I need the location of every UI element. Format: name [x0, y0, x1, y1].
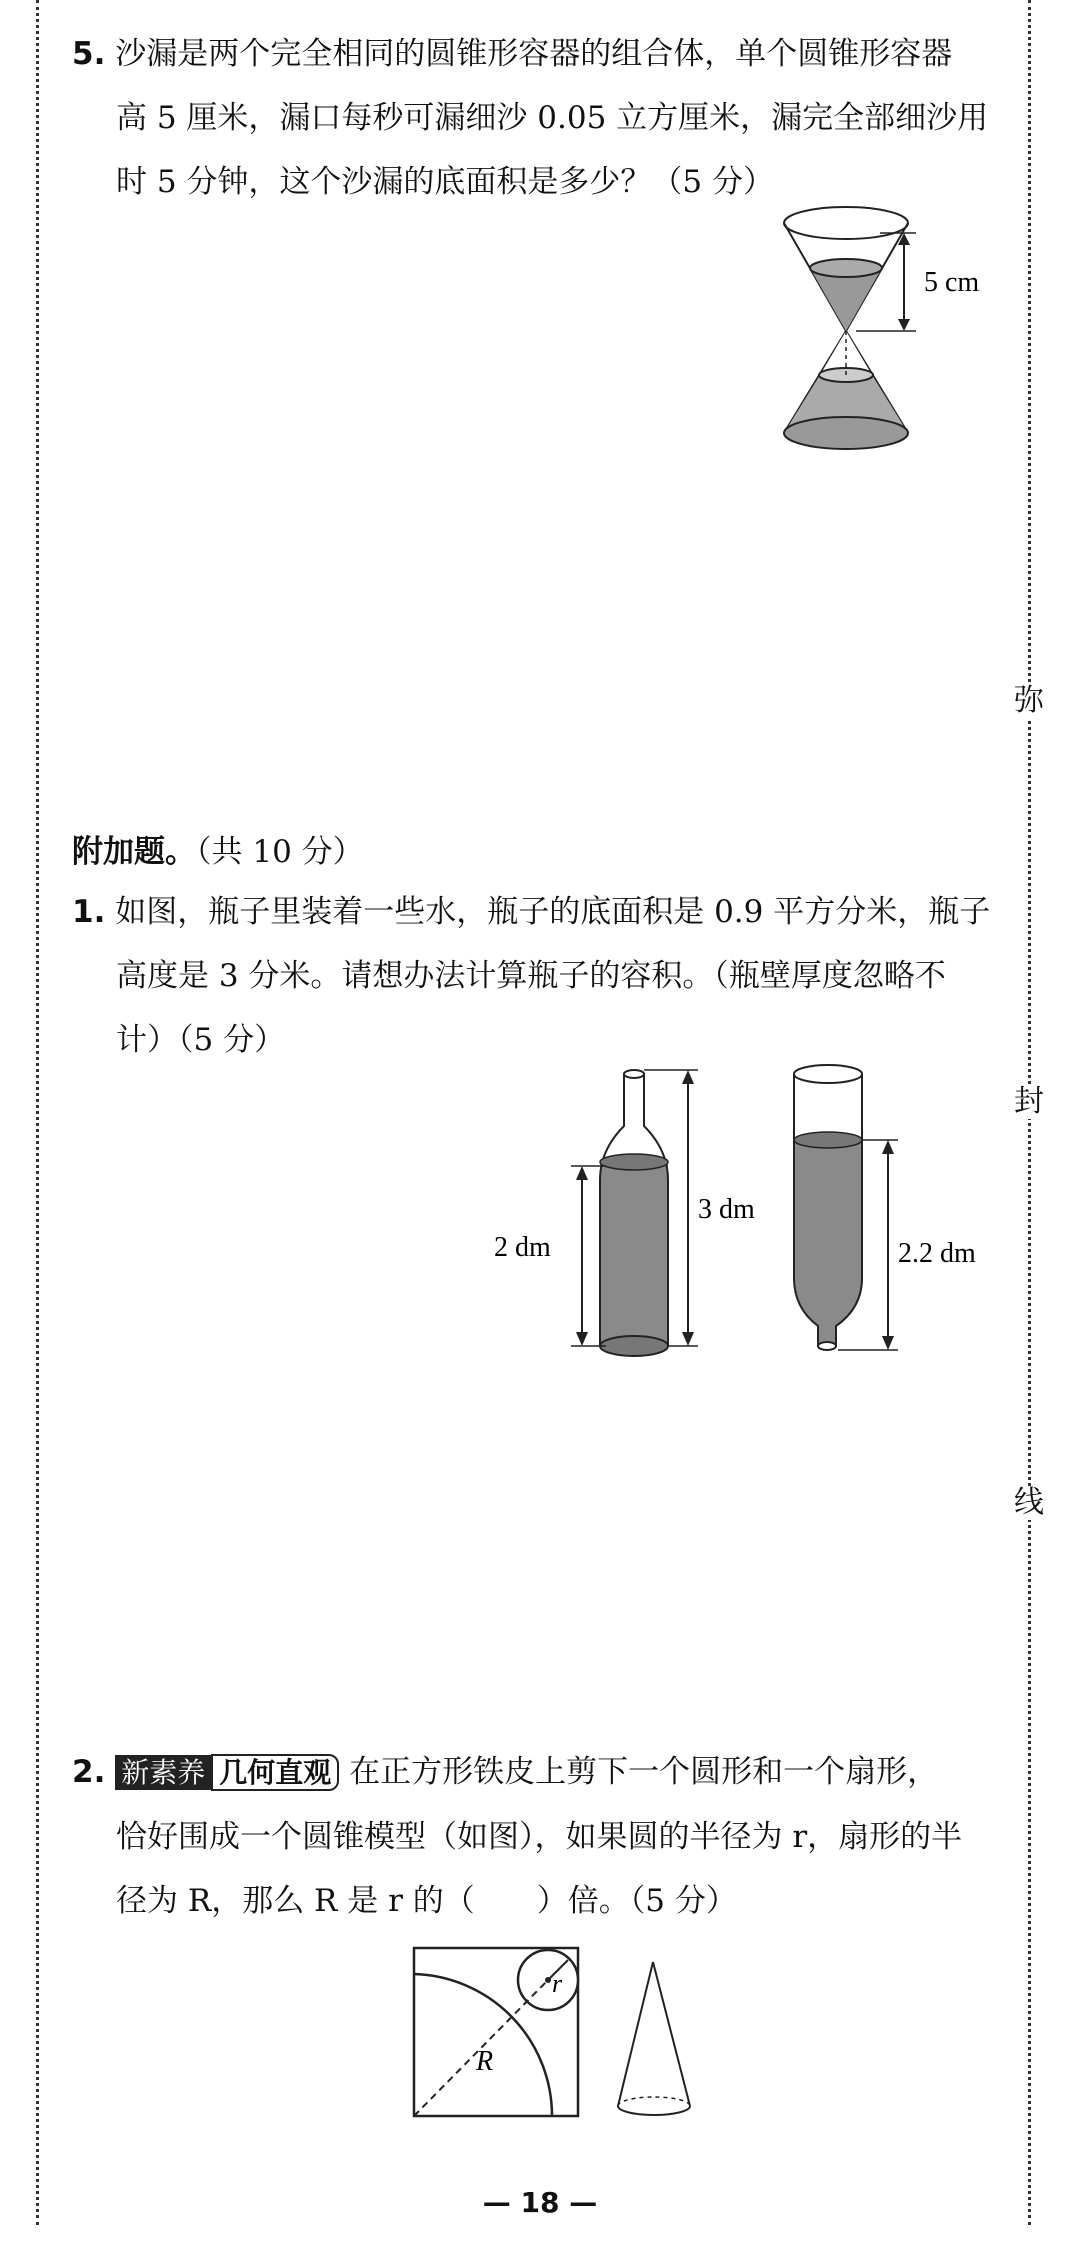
question-number: 1.	[72, 894, 106, 930]
question-2	[72, 1740, 1002, 1933]
cone-model	[618, 1962, 690, 2115]
question-text: 如图，瓶子里装着一些水，瓶子的底面积是 0.9 平方分米，瓶子	[115, 894, 991, 930]
question-1-line-3: 计）（5 分）	[116, 1022, 286, 1058]
hourglass-figure	[780, 205, 1000, 465]
square-cone-figure	[400, 1940, 720, 2130]
bonus-points: （共 10 分）	[196, 834, 364, 870]
upright-bottle	[494, 1070, 755, 1356]
question-5-line-2: 高 5 厘米，漏口每秒可漏细沙 0.05 立方厘米，漏完全部细沙用	[116, 100, 989, 136]
inverted-height-label: 2.2 dm	[898, 1238, 976, 1269]
bonus-section-title	[72, 822, 364, 882]
bottom-base	[784, 417, 908, 449]
large-radius-label: R	[476, 2046, 494, 2077]
height-label: 5 cm	[924, 267, 980, 298]
page-number: — 18 —	[482, 2186, 598, 2219]
question-1-line-1	[72, 880, 1002, 944]
seal-char-3: 线	[1014, 1485, 1044, 1520]
binding-line-left	[36, 0, 39, 2225]
question-5-line-3: 时 5 分钟，这个沙漏的底面积是多少？（5 分）	[116, 164, 775, 200]
inverted-bottle	[794, 1065, 976, 1350]
question-2-line-1	[72, 1740, 1002, 1805]
water-height-label: 2 dm	[494, 1232, 551, 1263]
top-rim	[784, 207, 908, 239]
question-5	[72, 22, 1002, 214]
bottle-height-label: 3 dm	[698, 1194, 755, 1225]
tag-new-literacy: 新素养	[115, 1755, 211, 1790]
tag-geometry-intuition: 几何直观	[211, 1754, 339, 1791]
question-2-line-2: 恰好围成一个圆锥模型（如图），如果圆的半径为 r，扇形的半	[116, 1819, 963, 1855]
small-radius-label: r	[552, 1969, 563, 1998]
question-2-line-3: 径为 R，那么 R 是 r 的（ ）倍。（5 分）	[116, 1883, 737, 1919]
seal-char-1: 弥	[1014, 683, 1044, 718]
seal-char-2: 封	[1014, 1084, 1044, 1119]
question-text: 在正方形铁皮上剪下一个圆形和一个扇形，	[349, 1754, 939, 1790]
bonus-title: 附加题。	[72, 834, 196, 870]
bottles-figure	[480, 1060, 1000, 1370]
question-1-line-2: 高度是 3 分米。请想办法计算瓶子的容积。（瓶壁厚度忽略不	[116, 958, 946, 994]
question-text: 沙漏是两个完全相同的圆锥形容器的组合体，单个圆锥形容器	[115, 36, 953, 72]
question-number: 2.	[72, 1754, 106, 1790]
question-1	[72, 880, 1002, 1072]
question-number: 5.	[72, 36, 106, 72]
question-5-line-1	[72, 22, 1002, 86]
